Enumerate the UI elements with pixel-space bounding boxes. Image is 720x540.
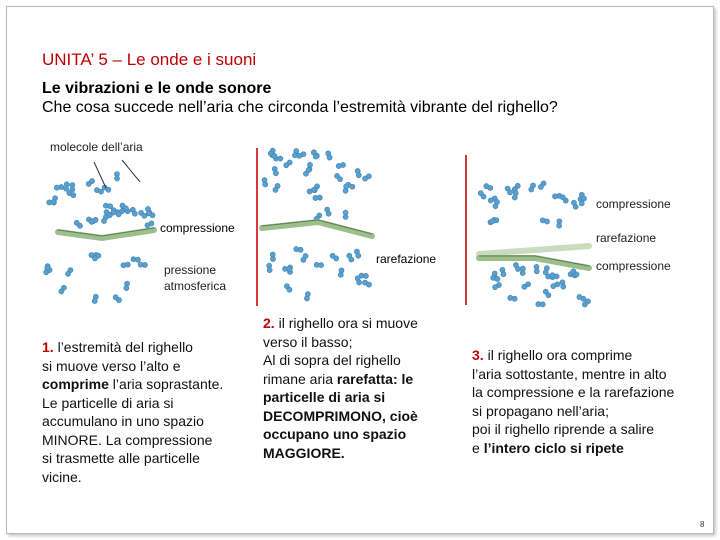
air-molecule	[492, 281, 503, 290]
air-molecule	[306, 187, 317, 195]
caption-1-line: l’estremità del righello	[53, 339, 193, 355]
caption-2-bold: DECOMPRIMONO, cioè	[263, 407, 418, 424]
air-molecule	[576, 294, 587, 303]
air-molecule	[272, 183, 281, 194]
air-molecule	[63, 181, 70, 191]
air-molecule	[314, 262, 324, 268]
air-molecule	[537, 180, 547, 191]
air-molecule	[262, 177, 269, 187]
label-pressure-2: atmosferica	[164, 279, 227, 293]
air-molecule	[58, 284, 68, 295]
caption-1-bold: comprime	[42, 376, 109, 392]
label-rarefaction-2: rarefazione	[376, 252, 437, 266]
caption-1	[42, 338, 254, 486]
caption-2-line: Al di sopra del righello	[263, 352, 401, 368]
air-molecule	[121, 262, 131, 268]
ruler-ghost	[479, 246, 589, 254]
caption-2-line: rimane aria	[263, 370, 337, 387]
caption-3-line: poi il righello riprende a salire	[472, 421, 655, 437]
air-molecule	[354, 248, 362, 259]
air-molecule	[499, 267, 506, 278]
caption-3-line: il righello ora comprime	[483, 347, 633, 363]
caption-3-number: 3.	[472, 347, 484, 363]
air-molecule	[354, 168, 362, 179]
caption-1-line: l’aria soprastante.	[108, 376, 224, 392]
air-molecule	[129, 206, 138, 217]
air-molecule	[507, 295, 517, 302]
panel-1-illustration	[42, 170, 158, 310]
air-molecule	[346, 252, 355, 263]
label-molecules: molecole dell’aria	[50, 140, 143, 154]
air-molecule	[477, 190, 487, 201]
air-molecule	[536, 301, 546, 307]
air-molecule	[300, 252, 309, 263]
air-molecule	[138, 262, 148, 268]
air-molecule	[324, 206, 332, 217]
air-molecule	[521, 281, 532, 291]
air-molecule	[333, 172, 343, 183]
air-molecule	[282, 266, 292, 272]
air-molecule	[338, 267, 345, 277]
panel-3-illustration	[475, 178, 591, 308]
air-molecule	[559, 279, 566, 289]
caption-2-bold: rarefatta: le	[336, 370, 414, 387]
air-molecule	[362, 279, 373, 288]
air-molecule	[362, 173, 373, 182]
caption-1-line: si trasmette alle particelle	[42, 450, 200, 466]
air-molecule	[343, 183, 349, 193]
air-molecule	[54, 184, 64, 190]
separator-2	[465, 155, 467, 305]
caption-2-bold: MAGGIORE.	[263, 444, 345, 461]
label-compression-3-top: compressione	[596, 197, 671, 211]
air-molecule	[556, 219, 562, 229]
panel-2-illustration	[258, 148, 374, 306]
caption-1-number: 1.	[42, 339, 54, 355]
air-molecule	[283, 283, 293, 294]
air-molecule	[272, 166, 280, 177]
caption-1-line: accumulano in uno spazio	[42, 413, 204, 429]
caption-3-line: l’aria sottostante, mentre in alto	[472, 365, 667, 382]
air-molecule	[571, 199, 579, 210]
air-molecule	[304, 291, 311, 301]
air-molecule	[504, 185, 514, 196]
air-molecule	[325, 150, 333, 161]
air-molecule	[46, 199, 56, 205]
ruler	[58, 230, 154, 238]
caption-3-line: la compressione e la rarefazione	[472, 384, 675, 400]
caption-1-line: Le particelle di aria si	[42, 394, 174, 411]
caption-3-bold: l’intero ciclo si ripete	[483, 439, 624, 456]
air-molecule	[112, 294, 123, 304]
air-molecule	[520, 266, 526, 276]
air-molecule	[336, 162, 347, 169]
air-molecule	[103, 203, 113, 209]
air-molecule	[266, 263, 272, 273]
air-molecule	[542, 288, 552, 299]
caption-1-line: MINORE. La compressione	[42, 431, 213, 448]
caption-1-line: si muove verso l’alto e	[42, 357, 181, 374]
air-molecule	[123, 281, 130, 291]
caption-3	[472, 346, 708, 457]
slide-heading: Le vibrazioni e le onde sonore	[42, 80, 272, 97]
label-rarefaction-3: rarefazione	[596, 231, 657, 245]
molecule-pointer-lines	[88, 150, 148, 190]
air-molecule	[550, 281, 561, 290]
page-number: 8	[700, 520, 705, 529]
caption-2-bold: occupano uno spazio	[263, 426, 407, 442]
label-pressure-1: pressione	[164, 263, 217, 277]
air-molecule	[293, 246, 303, 253]
air-molecule	[73, 219, 84, 229]
air-molecule	[540, 217, 551, 225]
air-molecule	[534, 264, 540, 274]
caption-2-line: verso il basso;	[263, 333, 353, 350]
air-molecule	[131, 256, 141, 262]
air-molecule	[512, 262, 521, 273]
air-molecule	[528, 182, 537, 193]
air-molecule	[313, 195, 323, 201]
air-molecule	[343, 210, 348, 220]
caption-1-line: vicine.	[42, 468, 82, 485]
caption-2-line: il righello ora si muove	[274, 315, 418, 331]
air-molecule	[64, 267, 74, 278]
caption-2-bold: particelle di aria si	[263, 389, 386, 405]
slide-question: Che cosa succede nell’aria che circonda l’estremità vibrante del righello?	[42, 99, 558, 116]
caption-3-line: e	[472, 439, 484, 456]
caption-2	[263, 314, 459, 462]
air-molecule	[270, 252, 276, 262]
air-molecule	[92, 294, 100, 305]
air-molecule	[483, 183, 494, 192]
caption-3-line: si propagano nell’aria;	[472, 402, 609, 419]
label-compression-1: compressione	[160, 221, 235, 235]
air-molecule	[283, 159, 294, 169]
air-molecule	[329, 252, 340, 262]
slide-title: UNITA’ 5 – Le onde e i suoni	[42, 50, 257, 69]
label-compression-3-bottom: compressione	[596, 259, 671, 273]
caption-2-number: 2.	[263, 315, 275, 331]
